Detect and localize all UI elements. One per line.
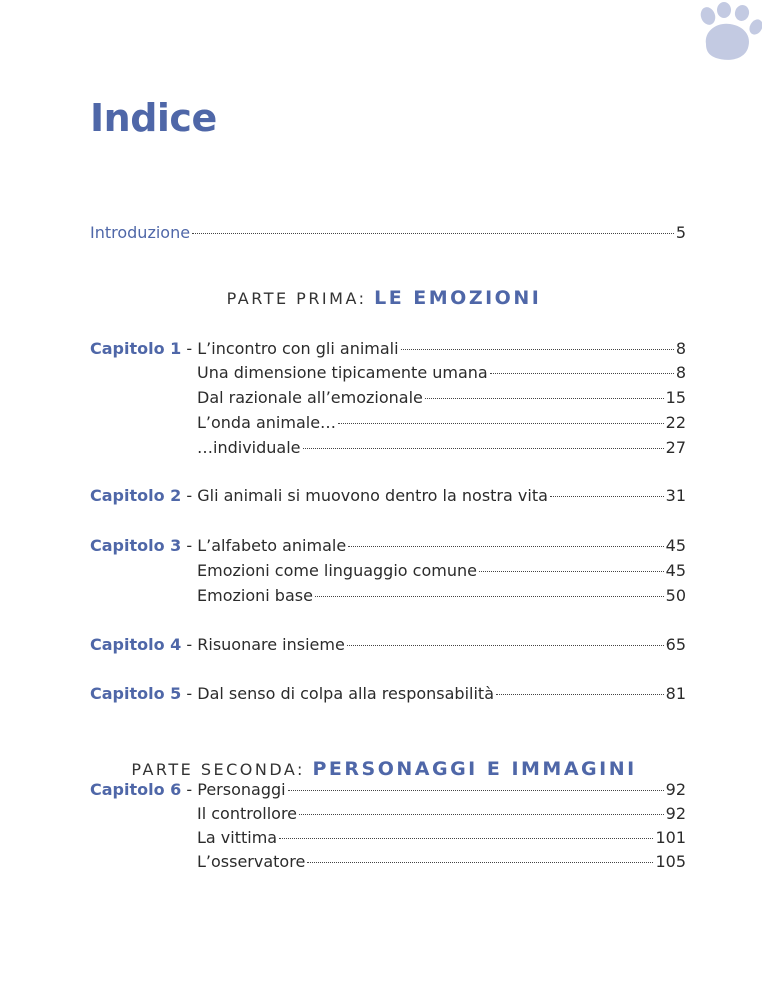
page-number: 92 [665, 780, 686, 799]
chapter-dash: - [181, 780, 198, 799]
chapter-label: Capitolo 2 [90, 486, 182, 505]
page-number: 81 [665, 684, 686, 703]
entry-title: Introduzione [90, 223, 191, 242]
paw-print-logo-icon [694, 2, 762, 64]
dot-leader [425, 398, 664, 399]
entry-title: Gli animali si muovono dentro la nostra vita [197, 486, 548, 505]
page-number: 31 [665, 486, 686, 505]
page-number: 8 [675, 363, 686, 382]
chapter-label: Capitolo 4 [90, 635, 182, 654]
entry-title: Dal razionale all’emozionale [197, 388, 423, 407]
entry-title: Emozioni base [197, 586, 313, 605]
toc-entry-introduction[interactable] [90, 221, 686, 245]
toc-entry[interactable] [90, 633, 686, 657]
toc-entry[interactable] [197, 436, 686, 460]
toc-entry[interactable] [90, 484, 686, 508]
toc-entry[interactable] [90, 534, 686, 558]
entry-title: Dal senso di colpa alla responsabilità [197, 684, 494, 703]
entry-title: Emozioni come linguaggio comune [197, 561, 477, 580]
page-number: 92 [665, 804, 686, 823]
chapter-dash: - [181, 635, 198, 654]
entry-title: L’incontro con gli animali [197, 339, 399, 358]
chapter-label: Capitolo 6 [90, 780, 182, 799]
entry-title: Risuonare insieme [197, 635, 345, 654]
entry-title: L’osservatore [197, 852, 306, 871]
toc-entry[interactable] [90, 682, 686, 706]
entry-title: Personaggi [197, 780, 286, 799]
dot-leader [550, 496, 664, 497]
page-number: 65 [665, 635, 686, 654]
page-title: Indice [90, 96, 217, 140]
entry-title: L’alfabeto animale [197, 536, 347, 555]
dot-leader [401, 349, 674, 350]
chapter-dash: - [181, 339, 198, 358]
entry-title: Il controllore [197, 804, 298, 823]
page-number: 27 [665, 438, 686, 457]
chapter-label: Capitolo 3 [90, 536, 182, 555]
chapter-label: Capitolo 1 [90, 339, 182, 358]
part-label: PARTE PRIMA: [226, 289, 375, 308]
dot-leader [279, 838, 653, 839]
chapter-dash: - [181, 536, 198, 555]
dot-leader [490, 373, 674, 374]
entry-title: Una dimensione tipicamente umana [197, 363, 488, 382]
page-number: 45 [665, 561, 686, 580]
dot-leader [303, 448, 664, 449]
part-label: PARTE SECONDA: [131, 760, 313, 779]
page-number: 5 [675, 223, 686, 242]
toc-entry[interactable] [197, 361, 686, 385]
dot-leader [347, 645, 664, 646]
toc-entry[interactable] [197, 850, 686, 874]
part-heading-1 [0, 287, 768, 309]
toc-entry[interactable] [197, 802, 686, 826]
page-number: 50 [665, 586, 686, 605]
page-number: 15 [665, 388, 686, 407]
page-number: 45 [665, 536, 686, 555]
dot-leader [479, 571, 664, 572]
toc-entry[interactable] [197, 386, 686, 410]
chapter-label: Capitolo 5 [90, 684, 182, 703]
part-heading-2 [0, 758, 768, 780]
part-name: LE EMOZIONI [374, 287, 542, 309]
dot-leader [348, 546, 663, 547]
page-number: 105 [655, 852, 686, 871]
toc-entry[interactable] [90, 778, 686, 802]
page-number: 22 [665, 413, 686, 432]
dot-leader [192, 233, 674, 234]
chapter-dash: - [181, 486, 198, 505]
toc-entry[interactable] [90, 337, 686, 361]
page-number: 101 [655, 828, 686, 847]
toc-entry[interactable] [197, 559, 686, 583]
page-number: 8 [675, 339, 686, 358]
entry-title: La vittima [197, 828, 278, 847]
dot-leader [299, 814, 664, 815]
dot-leader [288, 790, 664, 791]
dot-leader [496, 694, 664, 695]
entry-title: …individuale [197, 438, 301, 457]
chapter-dash: - [181, 684, 198, 703]
toc-entry[interactable] [197, 411, 686, 435]
toc-entry[interactable] [197, 584, 686, 608]
dot-leader [315, 596, 664, 597]
dot-leader [338, 423, 664, 424]
dot-leader [307, 862, 653, 863]
toc-entry[interactable] [197, 826, 686, 850]
part-name: PERSONAGGI E IMMAGINI [312, 758, 637, 780]
entry-title: L’onda animale… [197, 413, 337, 432]
